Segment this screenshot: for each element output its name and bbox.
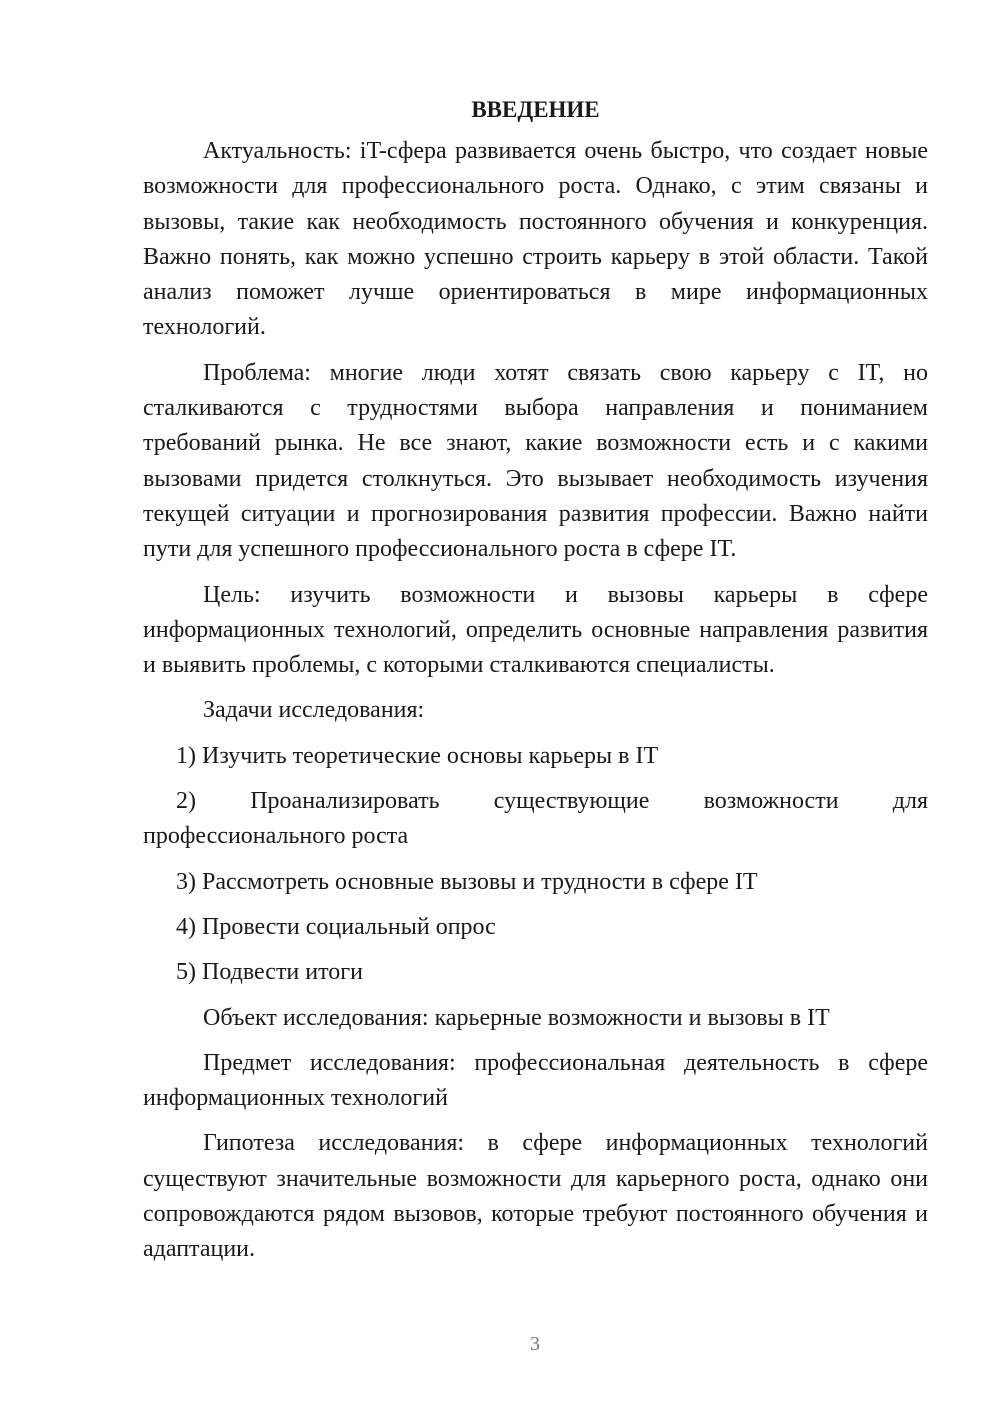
paragraph-relevance: Актуальность: iT-сфера развивается очень быстро, что создает новые возможности для профессионального роста. Однако, с этим связаны и вызовы, такие как необходимость постоянного обучения и конкуренция. Важно понять, как можно успешно строить карьеру в этой области. Такой анализ поможет лучше ориентироваться в мире информационных технологий.	[143, 138, 928, 341]
paragraph-tasks-heading: Задачи исследования:	[203, 697, 425, 724]
paragraph-goal: Цель: изучить возможности и вызовы карьеры в сфере информационных технологий, определить основные направления развития и выявить проблемы, с которыми сталкиваются специалисты.	[143, 581, 928, 679]
task-item: 4) Провести социальный опрос	[176, 913, 496, 940]
task-item: 3) Рассмотреть основные вызовы и трудности в сфере IT	[176, 868, 758, 895]
paragraph-problem: Проблема: многие люди хотят связать свою карьеру с IT, но сталкиваются с трудностями выбора направления и пониманием требований рынка. Не все знают, какие возможности есть и с какими вызовами придется столкнуться. Это вызывает необходимость изучения текущей ситуации и прогнозирования развития профессии. Важно найти пути для успешного профессионального роста в сфере IT.	[143, 359, 928, 563]
task-item: 5) Подвести итоги	[176, 959, 363, 986]
paragraph-object: Объект исследования: карьерные возможности и вызовы в IT	[203, 1004, 830, 1031]
paragraph-subject: Предмет исследования: профессиональная деятельность в сфере информационных технологий	[143, 1049, 928, 1112]
section-title: ВВЕДЕНИЕ	[471, 97, 600, 122]
page-number: 3	[530, 1333, 540, 1355]
task-item: 1) Изучить теоретические основы карьеры в IT	[176, 742, 659, 769]
task-item: 2) Проанализировать существующие возможности для профессионального роста	[143, 788, 928, 850]
page-content	[143, 92, 928, 1278]
paragraph-hypothesis: Гипотеза исследования: в сфере информационных технологий существуют значительные возможности для карьерного роста, однако они сопровождаются рядом вызовов, которые требуют постоянного обучения и адаптации.	[143, 1130, 928, 1263]
